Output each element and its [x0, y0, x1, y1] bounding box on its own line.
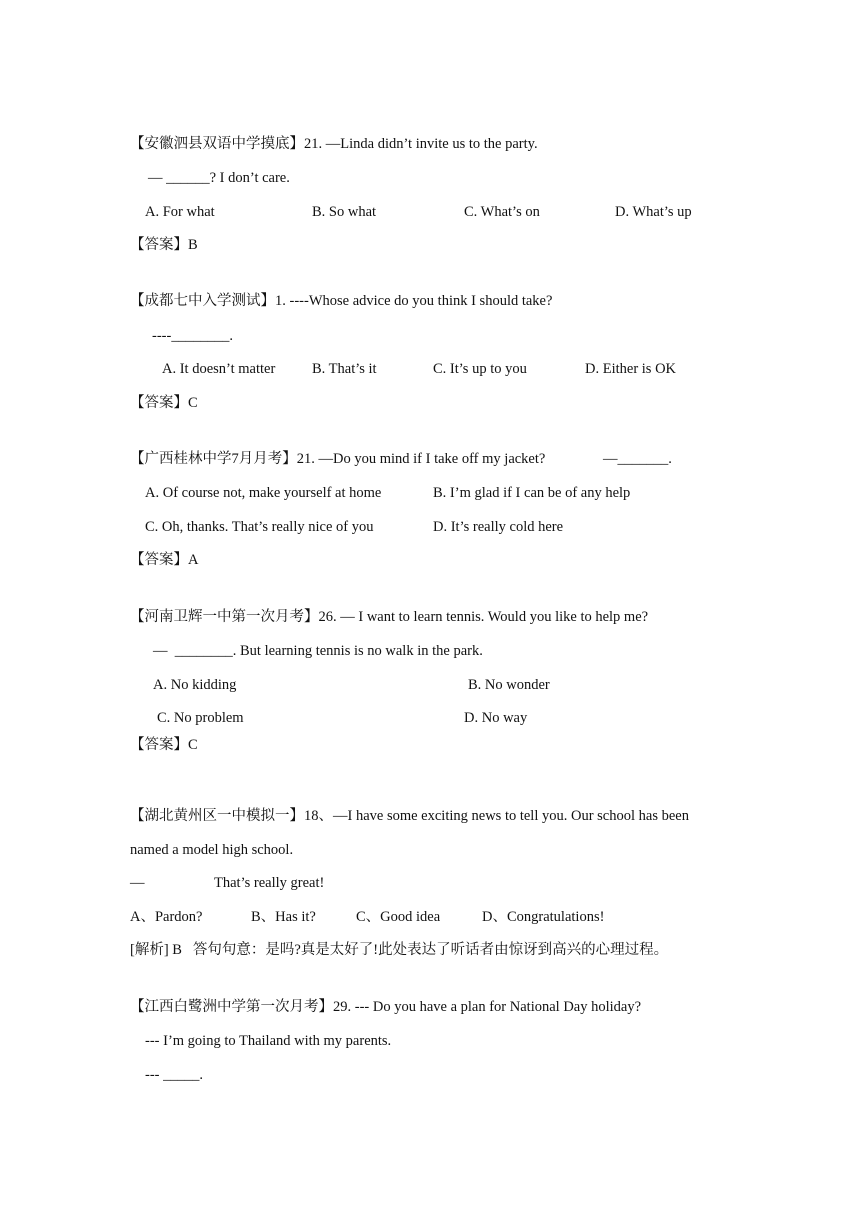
q6-stem: 【江西白鹭洲中学第一次月考】29. --- Do you have a plan for National Day holiday? — [130, 999, 642, 1015]
q5-option-d: D、Congratulations! — [482, 909, 605, 925]
q1-reply: — ______? I don’t care. — [148, 170, 290, 186]
q6-response: --- _____. — [145, 1067, 203, 1083]
q4-option-b: B. No wonder — [468, 677, 550, 693]
q5-reply: That’s really great! — [214, 875, 325, 891]
q2-reply: ----________. — [152, 328, 233, 344]
q1-stem: 【安徽泗县双语中学摸底】21. —Linda didn’t invite us to the party. — [130, 136, 538, 152]
q3-stem: 【广西桂林中学7月月考】21. —Do you mind if I take off my jacket? — [130, 451, 546, 467]
q4-option-c: C. No problem — [157, 710, 244, 726]
q3-option-b: B. I’m glad if I can be of any help — [433, 485, 631, 501]
q1-option-a: A. For what — [145, 204, 215, 220]
q1-option-d: D. What’s up — [615, 204, 692, 220]
q5-reply-dash: — — [130, 875, 145, 891]
q3-option-a: A. Of course not, make yourself at home — [145, 485, 382, 501]
q4-reply: — ________. But learning tennis is no walk in the park. — [153, 643, 483, 659]
q5-option-b: B、Has it? — [251, 909, 316, 925]
q5-stem-cont: named a model high school. — [130, 842, 294, 858]
q5-option-c: C、Good idea — [356, 909, 441, 925]
q3-answer: 【答案】A — [130, 552, 199, 568]
q6-reply: --- I’m going to Thailand with my parents. — [145, 1033, 392, 1049]
q4-stem: 【河南卫辉一中第一次月考】26. — I want to learn tennis. Would you like to help me? — [130, 609, 649, 625]
q5-stem: 【湖北黄州区一中模拟一】18、—I have some exciting news to tell you. Our school has been — [130, 808, 689, 824]
q5-analysis: [解析] B 答句句意：是吗?真是太好了!此处表达了听话者由惊讶到高兴的心理过程。 — [130, 942, 669, 958]
q3-option-d: D. It’s really cold here — [433, 519, 564, 535]
q2-stem: 【成都七中入学测试】1. ----Whose advice do you think I should take? — [130, 293, 553, 309]
q3-option-c: C. Oh, thanks. That’s really nice of you — [145, 519, 374, 535]
q4-option-a: A. No kidding — [153, 677, 237, 693]
q1-answer: 【答案】B — [130, 237, 198, 253]
q5-option-a: A、Pardon? — [130, 909, 203, 925]
q4-option-d: D. No way — [464, 710, 528, 726]
q2-answer: 【答案】C — [130, 395, 198, 411]
q2-option-b: B. That’s it — [312, 361, 377, 377]
q1-option-c: C. What’s on — [464, 204, 540, 220]
q2-option-c: C. It’s up to you — [433, 361, 527, 377]
q2-option-d: D. Either is OK — [585, 361, 677, 377]
q4-answer: 【答案】C — [130, 737, 198, 753]
q3-reply: —_______. — [603, 451, 672, 467]
q2-option-a: A. It doesn’t matter — [162, 361, 276, 377]
q1-option-b: B. So what — [312, 204, 377, 220]
